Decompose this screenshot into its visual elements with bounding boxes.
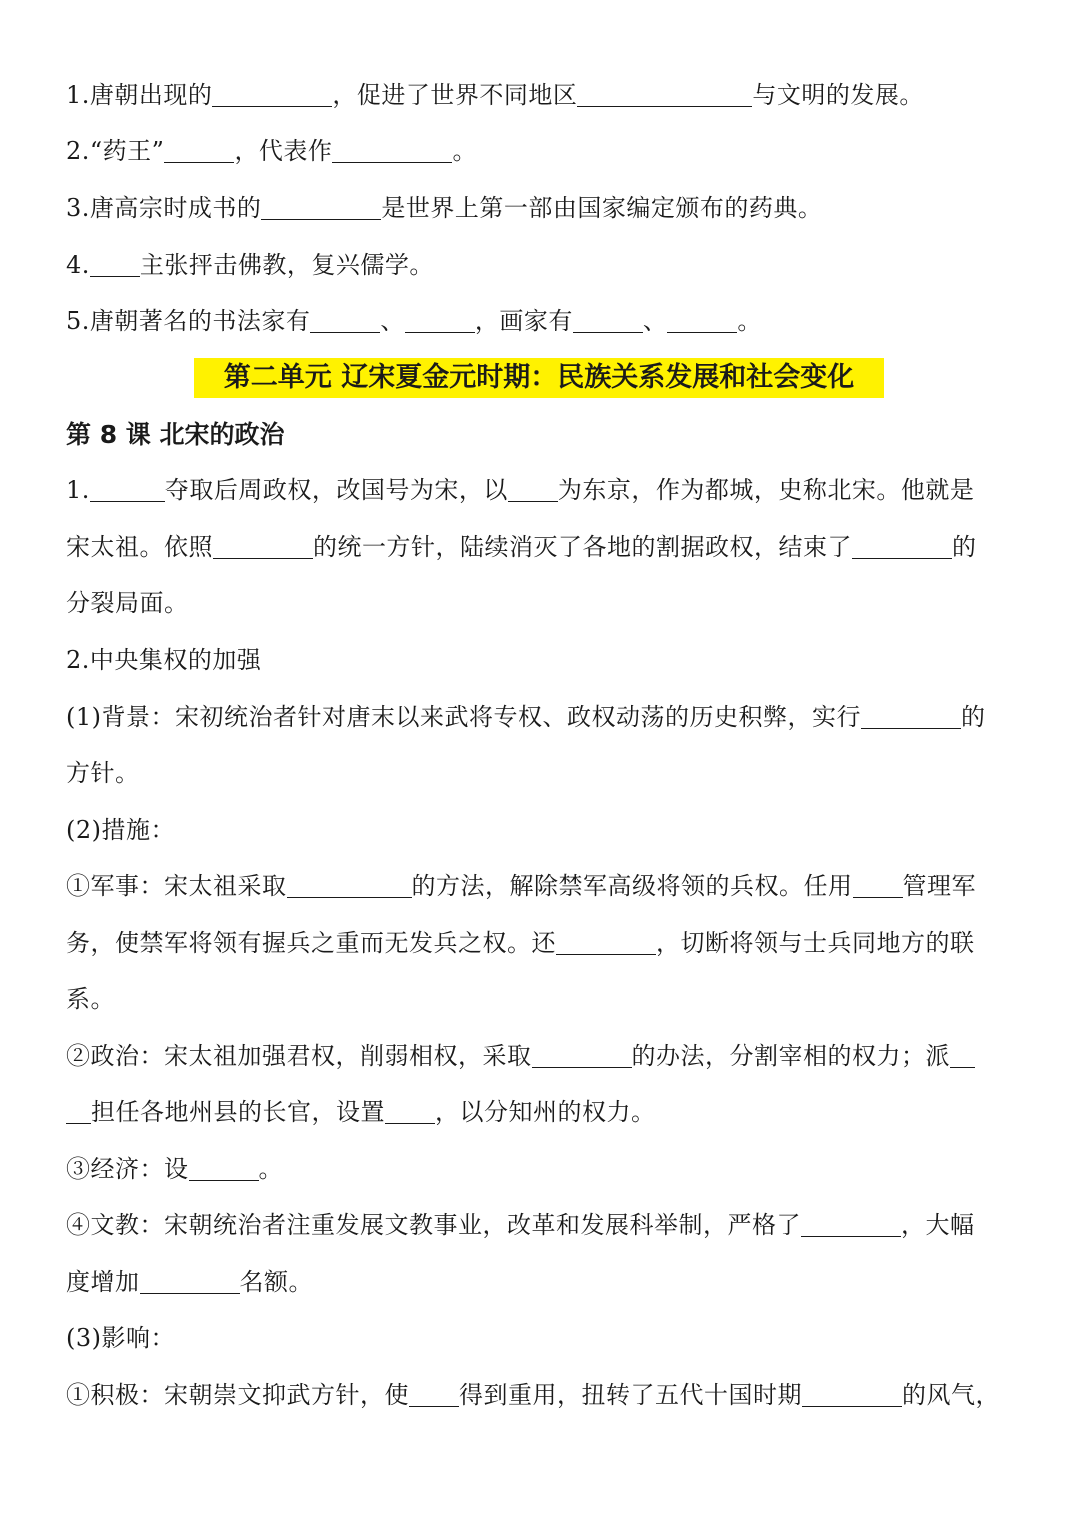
worksheet-line	[66, 645, 1016, 675]
worksheet-line	[66, 1380, 1016, 1410]
line-text: 。	[452, 137, 477, 165]
fill-in-blank[interactable]	[140, 1269, 240, 1294]
worksheet-line	[66, 1041, 1016, 1071]
worksheet-line	[66, 928, 1016, 958]
fill-in-blank[interactable]	[90, 477, 165, 502]
line-text: ，大幅	[901, 1211, 975, 1239]
fill-in-blank[interactable]	[90, 252, 140, 277]
worksheet-line	[66, 702, 1016, 732]
worksheet-line	[66, 136, 1016, 166]
fill-in-blank[interactable]	[212, 82, 332, 107]
worksheet-line	[66, 1097, 1016, 1127]
line-text: 的	[952, 533, 977, 561]
fill-in-blank[interactable]	[667, 308, 737, 333]
line-text: ④文教：宋朝统治者注重发展文教事业，改革和发展科举制，严格了	[66, 1211, 801, 1239]
fill-in-blank[interactable]	[405, 308, 475, 333]
fill-in-blank[interactable]	[852, 534, 952, 559]
fill-in-blank[interactable]	[853, 873, 903, 898]
line-text: 名额。	[239, 1268, 313, 1296]
fill-in-blank[interactable]	[532, 1043, 632, 1068]
worksheet-line	[66, 193, 1016, 223]
fill-in-blank[interactable]	[287, 873, 412, 898]
line-text: 的统一方针，陆续消灭了各地的割据政权，结束了	[313, 533, 852, 561]
line-text: 方针。	[66, 759, 140, 787]
line-text: 1.唐朝出现的	[66, 81, 213, 109]
fill-in-blank[interactable]	[802, 1382, 902, 1407]
fill-in-blank[interactable]	[385, 1099, 435, 1124]
line-text: 3.唐高宗时成书的	[66, 194, 262, 222]
line-text: 、	[642, 307, 668, 335]
worksheet-line	[66, 815, 1016, 845]
line-text: 管理军	[902, 872, 976, 900]
line-text: 的	[961, 703, 986, 731]
line-text: 2.中央集权的加强	[66, 646, 262, 674]
line-text: 与文明的发展。	[752, 81, 924, 109]
line-text: 分裂局面。	[66, 589, 189, 617]
line-text: ，以分知州的权力。	[435, 1098, 656, 1126]
line-text: 1.	[66, 476, 90, 504]
fill-in-blank[interactable]	[573, 308, 643, 333]
line-text: 担任各地州县的长官，设置	[91, 1098, 385, 1126]
fill-in-blank[interactable]	[189, 1156, 259, 1181]
worksheet-line	[66, 80, 1016, 110]
fill-in-blank[interactable]	[556, 930, 656, 955]
line-text: 主张抨击佛教，复兴儒学。	[139, 251, 434, 279]
unit-heading: 第二单元 辽宋夏金元时期：民族关系发展和社会变化	[194, 358, 884, 398]
line-text: 、	[380, 307, 405, 335]
line-text: 5.唐朝著名的书法家有	[66, 307, 311, 335]
worksheet-line	[66, 758, 1016, 788]
line-text: 。	[258, 1155, 283, 1183]
fill-in-blank[interactable]	[261, 195, 381, 220]
fill-in-blank[interactable]	[213, 534, 313, 559]
line-text: (3)影响：	[66, 1324, 175, 1352]
worksheet-line	[66, 1323, 1016, 1353]
worksheet-line	[66, 1154, 1016, 1184]
worksheet-line	[66, 984, 1016, 1014]
line-text: 2.“药王”	[66, 137, 165, 165]
worksheet-line	[66, 1210, 1016, 1240]
line-text: 宋太祖。依照	[66, 533, 213, 561]
worksheet-line	[66, 250, 1016, 280]
line-text: (1)背景：宋初统治者针对唐末以来武将专权、政权动荡的历史积弊，实行	[66, 703, 861, 731]
fill-in-blank[interactable]	[801, 1212, 901, 1237]
worksheet-line	[66, 1267, 1016, 1297]
line-text: 的办法，分割宰相的权力；派	[631, 1042, 950, 1070]
lesson-heading: 第 8 课 北宋的政治	[66, 420, 285, 449]
line-text: ，切断将领与士兵同地方的联	[656, 929, 975, 957]
line-text: 系。	[66, 985, 115, 1013]
fill-in-blank[interactable]	[409, 1382, 459, 1407]
line-text: ①军事：宋太祖采取	[66, 872, 287, 900]
line-text: (2)措施：	[66, 816, 175, 844]
fill-in-blank[interactable]	[66, 1099, 91, 1124]
line-text: 的方法，解除禁军高级将领的兵权。任用	[411, 872, 853, 900]
line-text: ②政治：宋太祖加强君权，削弱相权，采取	[66, 1042, 532, 1070]
line-text: ①积极：宋朝崇文抑武方针，使	[66, 1381, 409, 1409]
fill-in-blank[interactable]	[508, 477, 558, 502]
fill-in-blank[interactable]	[950, 1043, 975, 1068]
fill-in-blank[interactable]	[332, 138, 452, 163]
worksheet-line	[66, 475, 1016, 505]
line-text: 得到重用，扭转了五代十国时期	[459, 1381, 802, 1409]
fill-in-blank[interactable]	[861, 704, 961, 729]
line-text: 的风气，	[902, 1381, 1000, 1409]
line-text: 务，使禁军将领有握兵之重而无发兵之权。还	[66, 929, 556, 957]
line-text: ，画家有	[474, 307, 573, 335]
worksheet-line	[66, 588, 1016, 618]
line-text: 4.	[66, 251, 90, 279]
worksheet-line	[66, 871, 1016, 901]
fill-in-blank[interactable]	[577, 82, 752, 107]
line-text: 为东京，作为都城，史称北宋。他就是	[557, 476, 975, 504]
line-text: 是世界上第一部由国家编定颁布的药典。	[381, 194, 823, 222]
line-text: ，促进了世界不同地区	[332, 81, 578, 109]
line-text: ，代表作	[234, 137, 333, 165]
worksheet-line	[66, 306, 1016, 336]
line-text: ③经济：设	[66, 1155, 189, 1183]
line-text: 。	[737, 307, 762, 335]
line-text: 夺取后周政权，改国号为宋，以	[164, 476, 508, 504]
fill-in-blank[interactable]	[164, 138, 234, 163]
worksheet-line	[66, 532, 1016, 562]
fill-in-blank[interactable]	[310, 308, 380, 333]
line-text: 度增加	[66, 1268, 140, 1296]
